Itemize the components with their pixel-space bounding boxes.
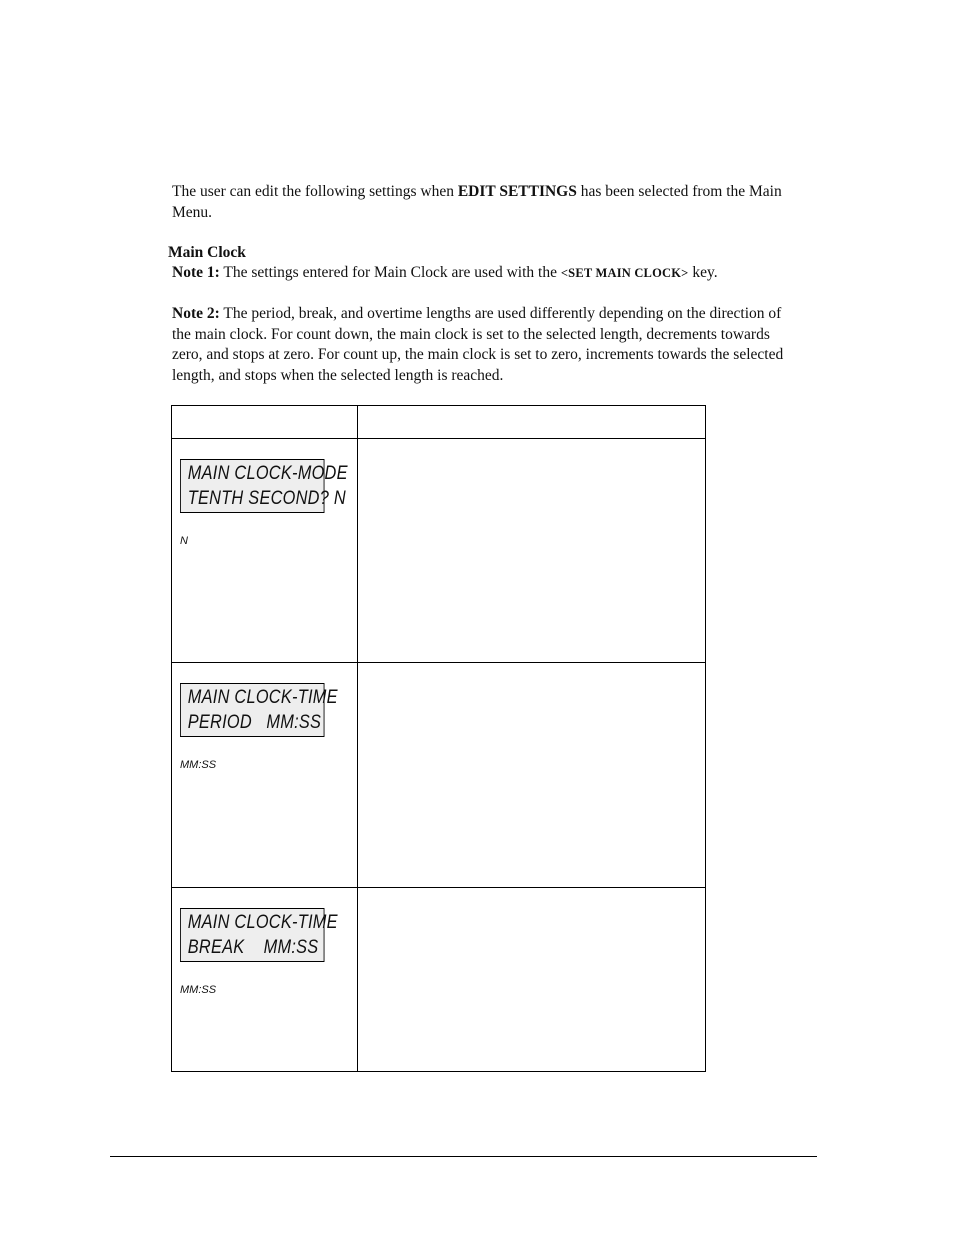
display-cell: [172, 663, 358, 888]
default-value: N: [180, 535, 188, 547]
note-1-text-end: key.: [688, 264, 718, 281]
lcd-line-1: MAIN CLOCK-MODE: [187, 463, 348, 484]
note-2-label: Note 2:: [172, 305, 220, 322]
lcd-line-1: MAIN CLOCK-TIME: [187, 687, 338, 708]
table-row: [172, 663, 706, 888]
description-cell: [358, 439, 706, 663]
lcd-line-1: MAIN CLOCK-TIME: [187, 912, 338, 933]
table-header-row: [172, 406, 706, 439]
note-1-text: The settings entered for Main Clock are used with the: [219, 264, 561, 281]
display-cell: [172, 888, 358, 1072]
description-cell: [358, 888, 706, 1072]
section-heading: Main Clock: [168, 244, 246, 261]
intro-paragraph: [172, 182, 812, 223]
set-main-clock-key: <SET MAIN CLOCK>: [560, 266, 689, 280]
settings-table: [171, 405, 706, 1072]
table-header-description: [358, 406, 706, 439]
default-value: MM:SS: [180, 759, 217, 771]
lcd-line-2: PERIOD MM:SS: [187, 712, 322, 733]
lcd-display: [180, 908, 338, 962]
footer-rule: [110, 1156, 817, 1157]
note-1: [172, 263, 812, 284]
default-value: MM:SS: [180, 984, 217, 996]
lcd-display: [180, 459, 348, 513]
display-cell: [172, 439, 358, 663]
note-2: [172, 304, 792, 386]
edit-settings-term: EDIT SETTINGS: [457, 183, 577, 200]
note-1-label: Note 1:: [172, 264, 220, 281]
lcd-display: [180, 683, 338, 737]
intro-text-pre: The user can edit the following settings when: [172, 183, 458, 200]
table-row: [172, 439, 706, 663]
lcd-line-2: TENTH SECOND? N: [187, 488, 346, 509]
table-row: [172, 888, 706, 1072]
intro-text-post: has been selected from the Main Menu.: [172, 183, 782, 221]
lcd-line-2: BREAK MM:SS: [187, 937, 319, 958]
description-cell: [358, 663, 706, 888]
note-2-text: The period, break, and overtime lengths are used differently depending on the direction of the main clock. For count down, the main clock is set to the selected length, decrements towards zero, and stops at zero. For count up, the main clock is set to zero, increments towards the selected length, and stops when the selected length is reached.: [172, 305, 784, 384]
table-header-display: [172, 406, 358, 439]
